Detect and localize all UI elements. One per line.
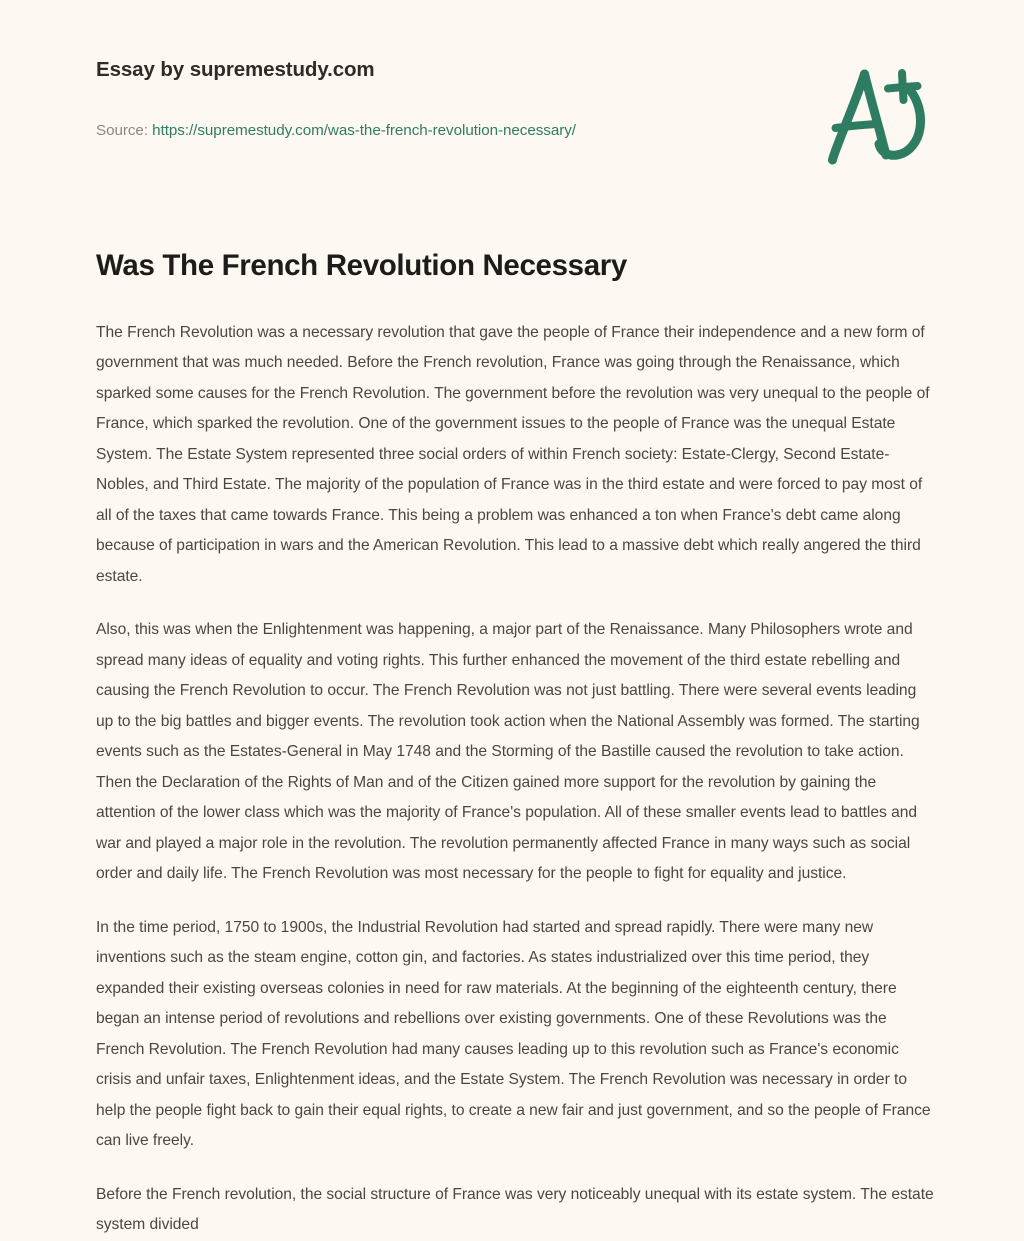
a-plus-logo-icon <box>818 58 940 178</box>
page-header <box>0 0 1024 200</box>
paragraph: In the time period, 1750 to 1900s, the Industrial Revolution had started and spread rapidly. There were many new inventions such as the steam engine, cotton gin, and factories. As states industrialized over this time period, they expanded their existing overseas colonies in need for raw materials. At the beginning of the eighteenth century, there began an intense period of revolutions and rebellions over existing governments. One of these Revolutions was the French Revolution. The French Revolution had many causes leading up to this revolution such as France's economic crisis and unfair taxes, Enlightenment ideas, and the Estate System. The French Revolution was necessary in order to help the people fight back to gain their equal rights, to create a new fair and just government, and so the people of France can live freely. <box>96 918 931 1150</box>
article <box>96 248 936 1241</box>
page-title: Was The French Revolution Necessary <box>96 249 627 282</box>
byline: Essay by supremestudy.com <box>96 58 375 81</box>
source-line <box>96 122 576 139</box>
source-label: Source: <box>96 122 148 139</box>
paragraph: Before the French revolution, the social structure of France was very noticeably unequal with its estate system. The estate system divided <box>96 1185 934 1234</box>
source-url-link[interactable]: https://supremestudy.com/was-the-french-revolution-necessary/ <box>152 122 576 139</box>
article-body <box>96 318 936 1241</box>
paragraph: Also, this was when the Enlightenment was happening, a major part of the Renaissance. Many Philosophers wrote and spread many ideas of equality and voting rights. This further enhanced the movement of the third estate rebelling and causing the French Revolution to occur. The French Revolution was not just battling. There were several events leading up to the big battles and bigger events. The revolution took action when the National Assembly was formed. The starting events such as the Estates-General in May 1748 and the Storming of the Bastille caused the revolution to take action. Then the Declaration of the Rights of Man and of the Citizen gained more support for the revolution by gaining the attention of the lower class which was the majority of France's population. All of these smaller events lead to battles and war and played a major role in the revolution. The revolution permanently affected France in many ways such as social order and daily life. The French Revolution was most necessary for the people to fight for equality and justice. <box>96 621 920 883</box>
paragraph: The French Revolution was a necessary revolution that gave the people of France their independence and a new form of government that was much needed. Before the French revolution, France was going through the Renaissance, which sparked some causes for the French Revolution. The government before the revolution was very unequal to the people of France, which sparked the revolution. One of the government issues to the people of France was the unequal Estate System. The Estate System represented three social orders of within French society: Estate-Clergy, Second Estate-Nobles, and Third Estate. The majority of the population of France was in the third estate and were forced to pay most of all of the taxes that came towards France. This being a problem was enhanced a ton when France's debt came along because of participation in wars and the American Revolution. This lead to a massive debt which really angered the third estate. <box>96 323 930 585</box>
